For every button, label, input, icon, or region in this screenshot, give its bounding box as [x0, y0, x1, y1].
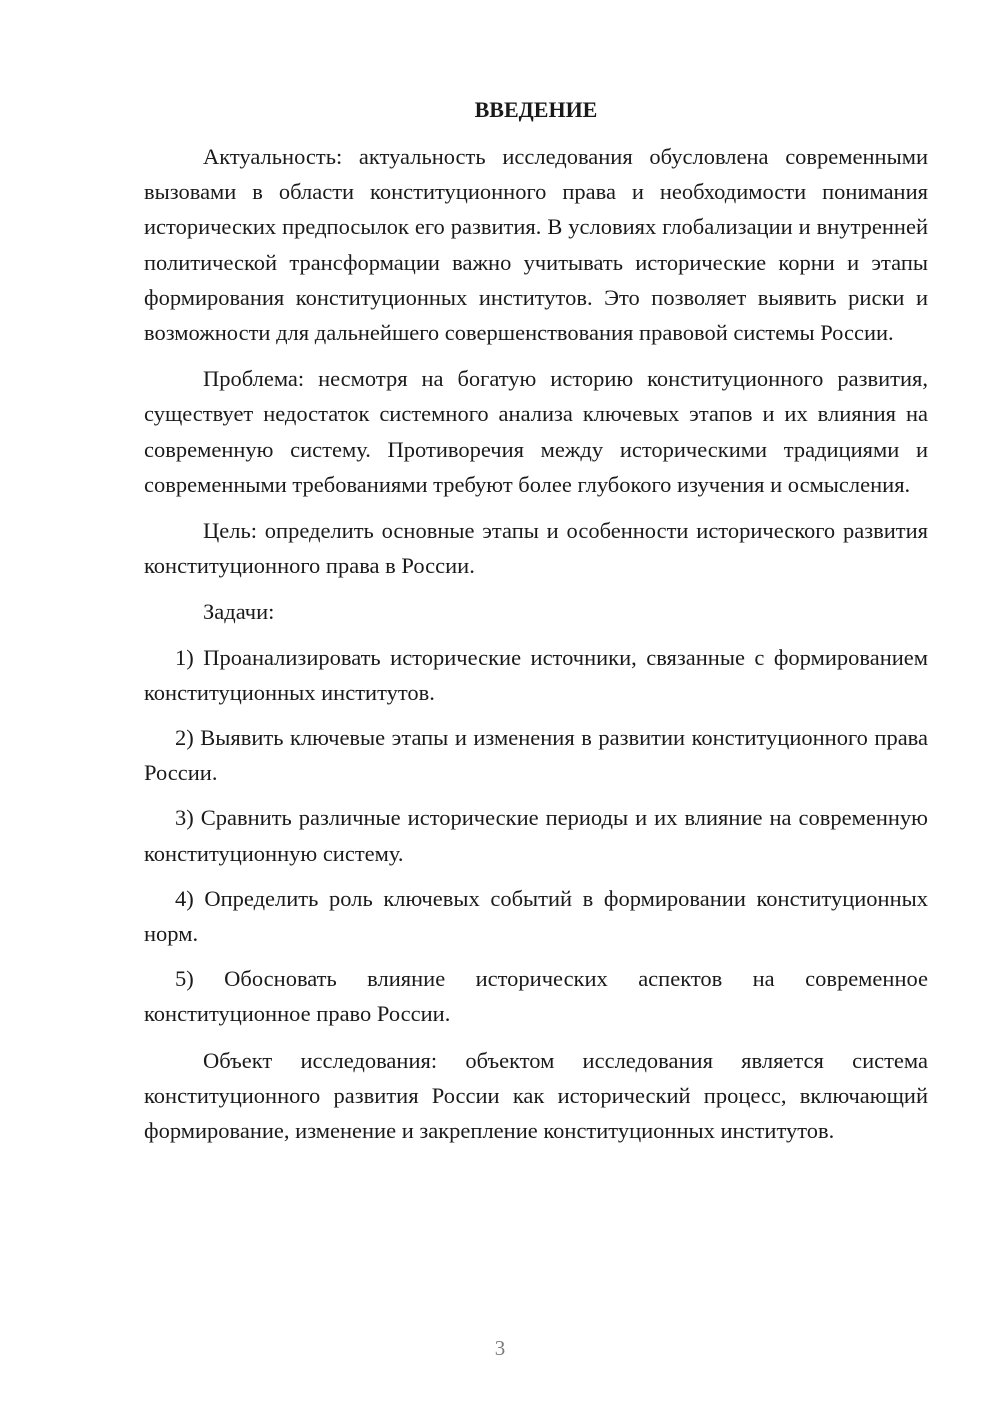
problem-paragraph: Проблема: несмотря на богатую историю конституционного развития, существует недостаток системного анализа ключевых этапов и их влияния на современную систему. Противоречия между историческими традициями и современными требованиями требуют более глубокого изучения и осмысления.	[144, 366, 928, 497]
goal-paragraph: Цель: определить основные этапы и особенности исторического развития конституционного права в России.	[144, 518, 928, 579]
page-content	[144, 92, 928, 1148]
list-item: 1) Проанализировать исторические источники, связанные с формированием конституционных институтов.	[144, 644, 928, 705]
list-item: 5) Обосновать влияние исторических аспектов на современное конституционное право России.	[144, 966, 928, 1027]
list-item: 3) Сравнить различные исторические периоды и их влияние на современную конституционную систему.	[144, 805, 928, 866]
object-paragraph: Объект исследования: объектом исследования является система конституционного развития России как исторический процесс, включающий формирование, изменение и закрепление конституционных институтов.	[144, 1047, 928, 1144]
relevance-paragraph: Актуальность: актуальность исследования обусловлена современными вызовами в области конституционного права и необходимости понимания исторических предпосылок его развития. В условиях глобализации и внутренней политической трансформации важно учитывать исторические корни и этапы формирования конституционных институтов. Это позволяет выявить риски и возможности для дальнейшего совершенствования правовой системы России.	[144, 144, 928, 346]
tasks-list	[144, 640, 928, 1032]
list-item: 4) Определить роль ключевых событий в формировании конституционных норм.	[144, 885, 928, 947]
page-number: 3	[494, 1336, 506, 1360]
page-title: ВВЕДЕНИЕ	[474, 97, 598, 122]
tasks-heading: Задачи:	[203, 599, 275, 625]
list-item: 2) Выявить ключевые этапы и изменения в развитии конституционного права России.	[144, 725, 928, 786]
